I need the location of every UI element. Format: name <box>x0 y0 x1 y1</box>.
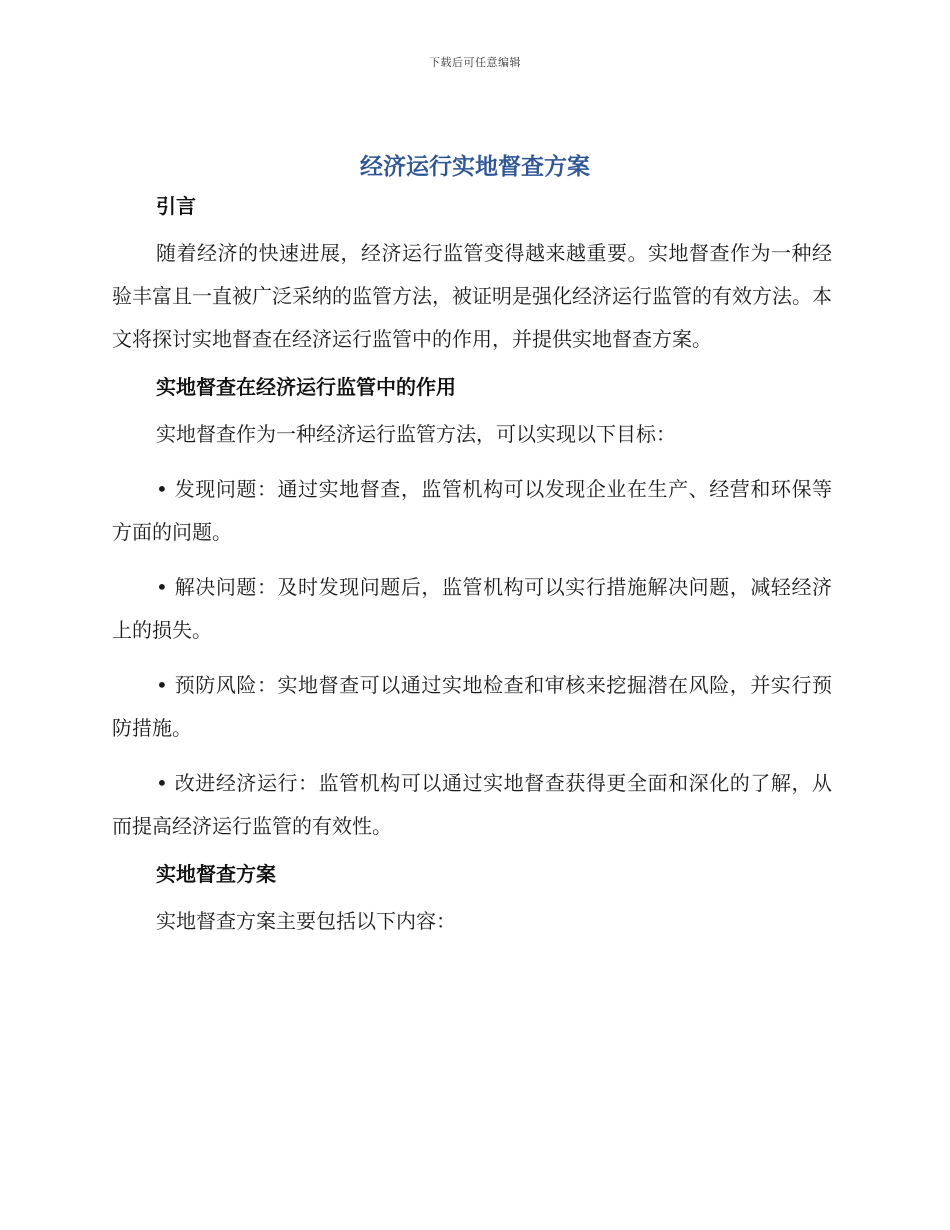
paragraph-intro: 随着经济的快速进展，经济运行监管变得越来越重要。实地督查作为一种经验丰富且一直被广泛采纳的监管方法，被证明是强化经济运行监管的有效方法。本文将探讨实地督查在经济运行监管中的作用，并提供实地督查方案。 <box>112 241 832 351</box>
page-header: 下载后可任意编辑 <box>429 56 521 69</box>
section-heading-plan: 实地督查方案 <box>156 862 276 886</box>
list-item: • 改进经济运行：监管机构可以通过实地督查获得更全面和深化的了解，从而提高经济运行监管的有效性。 <box>112 771 832 838</box>
list-item: • 预防风险：实地督查可以通过实地检查和审核来挖掘潜在风险，并实行预防措施。 <box>112 673 832 740</box>
list-item: • 解决问题：及时发现问题后，监管机构可以实行措施解决问题，减轻经济上的损失。 <box>112 575 832 642</box>
section-heading-intro: 引言 <box>156 194 196 218</box>
document-title: 经济运行实地督查方案 <box>360 154 590 180</box>
section-heading-role: 实地督查在经济运行监管中的作用 <box>156 375 456 399</box>
paragraph-role-intro: 实地督查作为一种经济运行监管方法，可以实现以下目标： <box>156 422 676 446</box>
list-item: • 发现问题：通过实地督查，监管机构可以发现企业在生产、经营和环保等方面的问题。 <box>112 477 832 544</box>
paragraph-plan-intro: 实地督查方案主要包括以下内容： <box>156 909 456 933</box>
document-body <box>112 190 832 943</box>
